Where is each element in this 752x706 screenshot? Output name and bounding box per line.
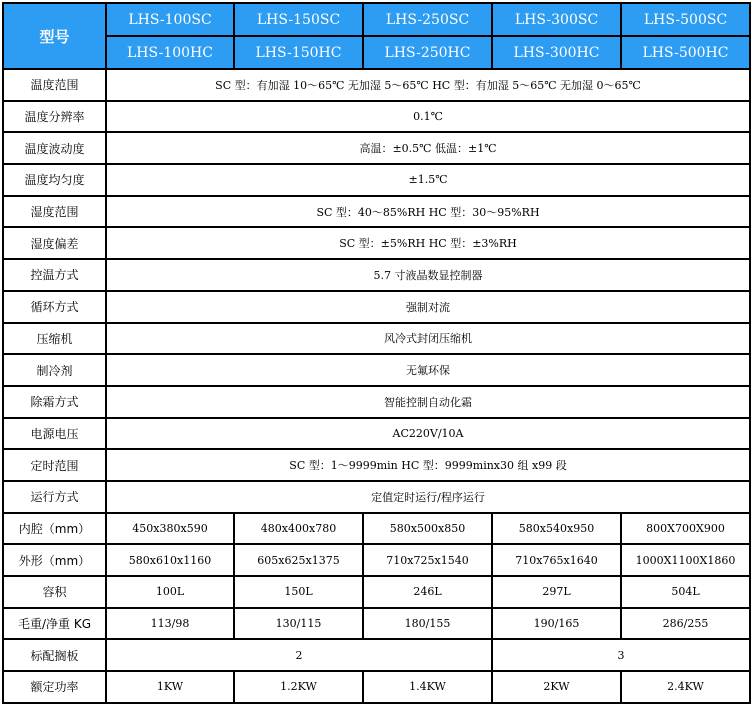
cell-value: 1000X1100X1860 xyxy=(621,544,750,576)
cell-value: 480x400x780 xyxy=(234,513,363,545)
row-rated-power xyxy=(3,671,750,703)
row-label: 温度均匀度 xyxy=(3,164,106,196)
row-defrost xyxy=(3,386,750,418)
row-label: 定时范围 xyxy=(3,449,106,481)
cell-value: 504L xyxy=(621,576,750,608)
row-shelves xyxy=(3,639,750,671)
cell-value: 2 xyxy=(106,639,492,671)
cell-value: 450x380x590 xyxy=(106,513,234,545)
cell-value: 605x625x1375 xyxy=(234,544,363,576)
row-value: 0.1℃ xyxy=(106,101,750,133)
header-row-hc xyxy=(3,36,750,69)
row-run-mode xyxy=(3,481,750,513)
cell-value: 1.2KW xyxy=(234,671,363,703)
cell-value: 3 xyxy=(492,639,750,671)
row-value: 智能控制自动化霜 xyxy=(106,386,750,418)
cell-value: 190/165 xyxy=(492,608,621,640)
cell-value: 286/255 xyxy=(621,608,750,640)
row-label: 外形（mm） xyxy=(3,544,106,576)
spec-table xyxy=(2,2,751,704)
row-volume xyxy=(3,576,750,608)
row-value: 风冷式封闭压缩机 xyxy=(106,323,750,355)
row-label: 温度范围 xyxy=(3,69,106,101)
cell-value: 800X700X900 xyxy=(621,513,750,545)
row-value: 强制对流 xyxy=(106,291,750,323)
row-label: 压缩机 xyxy=(3,323,106,355)
cell-value: 113/98 xyxy=(106,608,234,640)
row-label: 容积 xyxy=(3,576,106,608)
cell-value: 246L xyxy=(363,576,492,608)
row-value: 无氟环保 xyxy=(106,354,750,386)
cell-value: 710x765x1640 xyxy=(492,544,621,576)
row-humidity-range xyxy=(3,196,750,228)
row-circulation xyxy=(3,291,750,323)
row-value: 5.7 寸液晶数显控制器 xyxy=(106,259,750,291)
row-weight xyxy=(3,608,750,640)
cell-value: 150L xyxy=(234,576,363,608)
row-inner-dimensions xyxy=(3,513,750,545)
row-label: 毛重/净重 KG xyxy=(3,608,106,640)
row-value: 定值定时运行/程序运行 xyxy=(106,481,750,513)
row-timer-range xyxy=(3,449,750,481)
row-value: SC 型：40～85%RH HC 型：30～95%RH xyxy=(106,196,750,228)
row-label: 标配搁板 xyxy=(3,639,106,671)
row-temp-range xyxy=(3,69,750,101)
row-value: AC220V/10A xyxy=(106,418,750,450)
row-label: 制冷剂 xyxy=(3,354,106,386)
row-power-supply xyxy=(3,418,750,450)
model-hc-5: LHS-500HC xyxy=(621,36,750,69)
cell-value: 2KW xyxy=(492,671,621,703)
row-outer-dimensions xyxy=(3,544,750,576)
cell-value: 1KW xyxy=(106,671,234,703)
row-temp-control xyxy=(3,259,750,291)
model-hc-2: LHS-150HC xyxy=(234,36,363,69)
row-label: 湿度偏差 xyxy=(3,227,106,259)
row-label: 电源电压 xyxy=(3,418,106,450)
cell-value: 710x725x1540 xyxy=(363,544,492,576)
row-value: SC 型：1～9999min HC 型：9999minx30 组 x99 段 xyxy=(106,449,750,481)
model-sc-4: LHS-300SC xyxy=(492,3,621,36)
row-value: SC 型：有加湿 10～65℃ 无加湿 5～65℃ HC 型：有加湿 5～65℃ 无加湿 0～65℃ xyxy=(106,69,750,101)
cell-value: 100L xyxy=(106,576,234,608)
model-hc-3: LHS-250HC xyxy=(363,36,492,69)
cell-value: 580x540x950 xyxy=(492,513,621,545)
row-temp-uniformity xyxy=(3,164,750,196)
model-sc-1: LHS-100SC xyxy=(106,3,234,36)
cell-value: 580x610x1160 xyxy=(106,544,234,576)
row-label: 除霜方式 xyxy=(3,386,106,418)
row-value: 高温：±0.5℃ 低温：±1℃ xyxy=(106,132,750,164)
model-sc-3: LHS-250SC xyxy=(363,3,492,36)
row-humidity-deviation xyxy=(3,227,750,259)
row-value: SC 型：±5%RH HC 型：±3%RH xyxy=(106,227,750,259)
row-label: 控温方式 xyxy=(3,259,106,291)
row-label: 温度波动度 xyxy=(3,132,106,164)
row-value: ±1.5℃ xyxy=(106,164,750,196)
row-label: 运行方式 xyxy=(3,481,106,513)
cell-value: 180/155 xyxy=(363,608,492,640)
row-label: 额定功率 xyxy=(3,671,106,703)
model-header: 型号 xyxy=(3,3,106,69)
model-sc-5: LHS-500SC xyxy=(621,3,750,36)
row-refrigerant xyxy=(3,354,750,386)
row-compressor xyxy=(3,323,750,355)
header-row-sc xyxy=(3,3,750,36)
cell-value: 130/115 xyxy=(234,608,363,640)
cell-value: 580x500x850 xyxy=(363,513,492,545)
row-temp-resolution xyxy=(3,101,750,133)
row-label: 循环方式 xyxy=(3,291,106,323)
cell-value: 297L xyxy=(492,576,621,608)
row-temp-fluctuation xyxy=(3,132,750,164)
row-label: 温度分辨率 xyxy=(3,101,106,133)
row-label: 湿度范围 xyxy=(3,196,106,228)
cell-value: 1.4KW xyxy=(363,671,492,703)
row-label: 内腔（mm） xyxy=(3,513,106,545)
model-hc-1: LHS-100HC xyxy=(106,36,234,69)
model-hc-4: LHS-300HC xyxy=(492,36,621,69)
cell-value: 2.4KW xyxy=(621,671,750,703)
model-sc-2: LHS-150SC xyxy=(234,3,363,36)
